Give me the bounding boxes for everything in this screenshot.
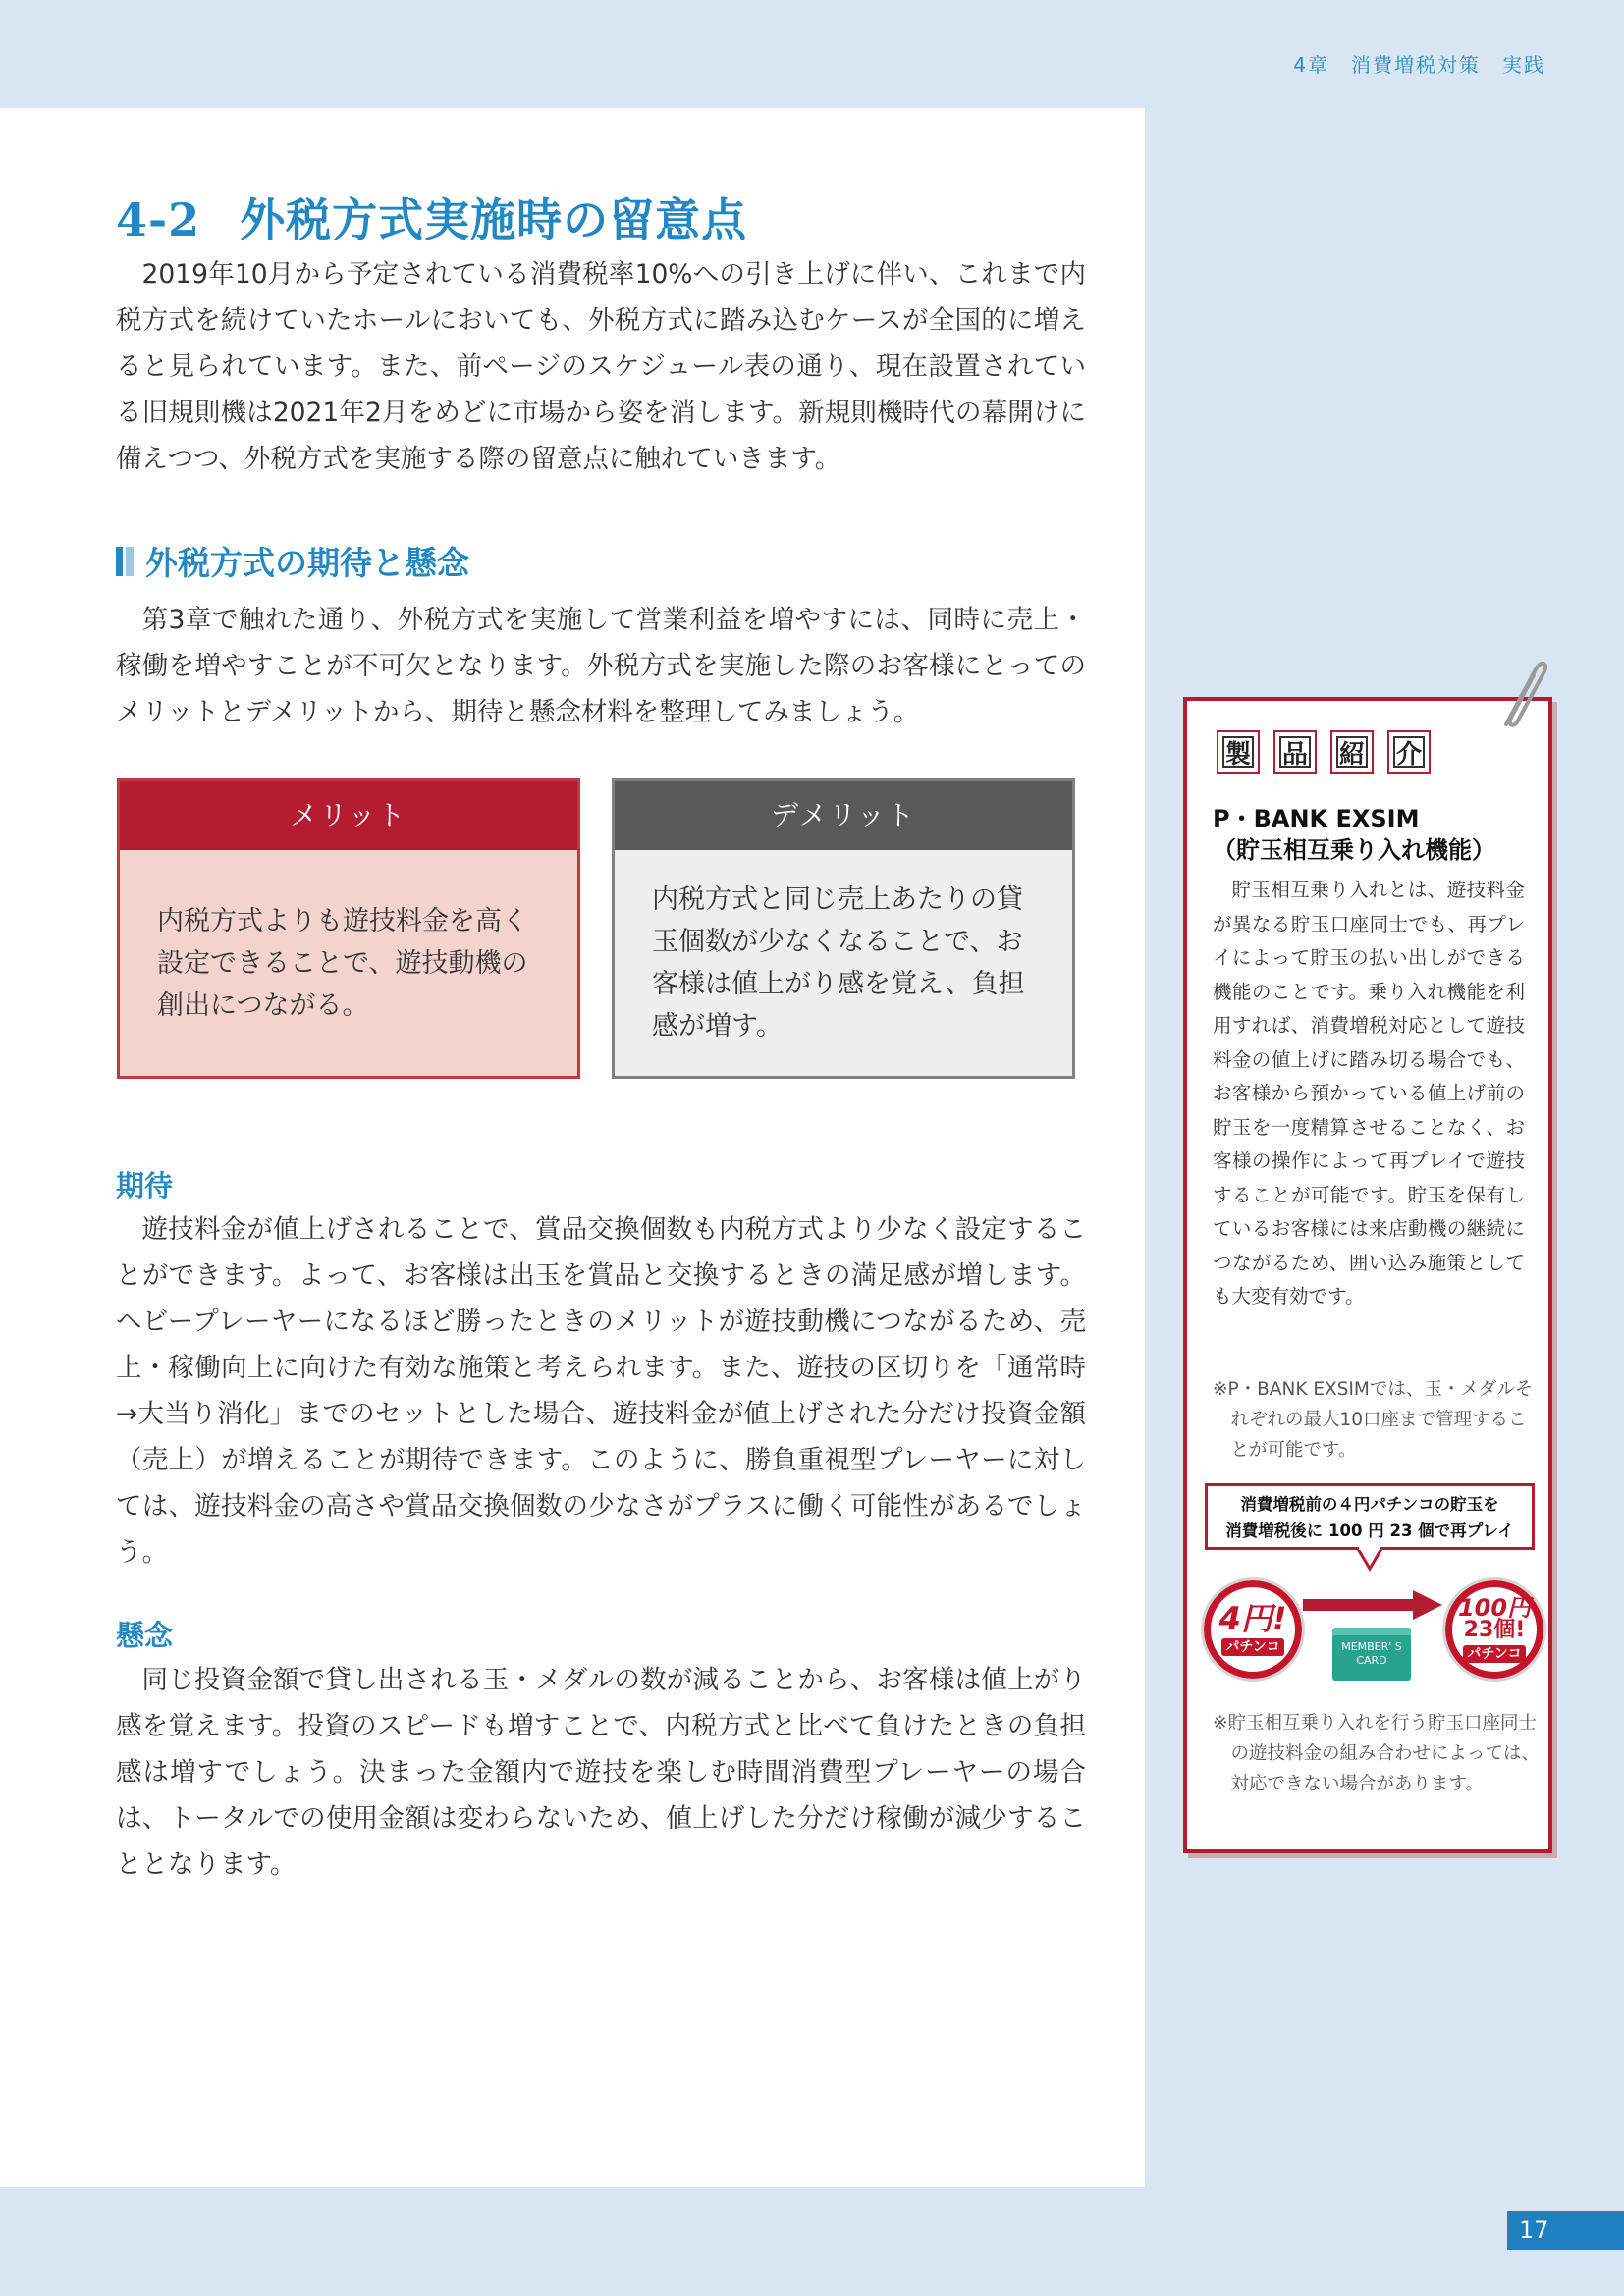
product-name-line2: （貯玉相互乗り入れ機能） <box>1213 836 1495 864</box>
expectation-paragraph: 遊技料金が値上げされることで、賞品交換個数も内税方式より少なく設定することができます。よって、お客様は出玉を賞品と交換するときの満足感が増します。ヘビープレーヤーになるほど勝ったときのメリットが遊技動機につながるため、売上・稼働向上に向けた有効な施策と考えられます。また、遊技の区切りを「通常時→大当り消化」までのセットとした場合、遊技料金が値上げされた分だけ投資金額（売上）が増えることが期待できます。このように、勝負重視型プレーヤーに対しては、遊技料金の高さや賞品交換個数の少なさがプラスに働く可能性があるでしょう。 <box>116 1214 1086 1568</box>
badge-right-label: パチンコ <box>1463 1645 1525 1663</box>
concern-paragraph: 同じ投資金額で貸し出される玉・メダルの数が減ることから、お客様は値上がり感を覚えます。投資のスピードも増すことで、内税方式と比べて負けたときの負担感は増すでしょう。決まった金額内で遊技を楽しむ時間消費型プレーヤーの場合は、トータルでの使用金額は変わらないため、値上げした分だけ稼働が減少することとなります。 <box>116 1665 1086 1880</box>
page-number: 17 <box>1507 2211 1624 2250</box>
replay-callout <box>1205 1483 1535 1550</box>
heading-marker-icon <box>116 547 134 576</box>
tag-char: 紹 <box>1330 730 1374 774</box>
paperclip-icon <box>1492 656 1551 734</box>
demerit-text: 内税方式と同じ売上あたりの貸玉個数が少なくなることで、お客様は値上がり感を覚え、負担感が増す。 <box>652 884 1025 1041</box>
card-line1: MEMBER' S <box>1341 1640 1402 1653</box>
product-name-line1: P・BANK EXSIM <box>1213 805 1420 832</box>
callout-line2: 消費増税後に 100 円 23 個で再プレイ <box>1225 1522 1514 1540</box>
product-name <box>1213 803 1495 866</box>
demerit-header: デメリット <box>615 781 1072 850</box>
product-note-2: ※貯玉相互乗り入れを行う貯玉口座同士の遊技料金の組み合わせによっては、対応できない場合があります。 <box>1213 1713 1541 1794</box>
intro-paragraph: 2019年10月から予定されている消費税率10%への引き上げに伴い、これまで内税方式を続けていたホールにおいても、外税方式に踏み込むケースが全国的に増えると見られています。また、前ページのスケジュール表の通り、現在設置されている旧規則機は2021年2月をめどに市場から姿を消します。新規則機時代の幕開けに備えつつ、外税方式を実施する際の留意点に触れていきます。 <box>116 259 1086 474</box>
badge-left-value: 4円! <box>1218 1600 1287 1637</box>
callout-tail-icon <box>1357 1547 1382 1573</box>
chapter-header: 4章 消費増税対策 実践 <box>1293 53 1545 77</box>
product-intro-box <box>1183 697 1552 1853</box>
merit-header: メリット <box>120 781 577 850</box>
members-card-icon <box>1332 1628 1411 1681</box>
subsection-title: 外税方式の期待と懸念 <box>145 544 469 582</box>
hundred-yen-pachinko-badge <box>1442 1577 1546 1682</box>
expectation-heading: 期待 <box>116 1169 174 1202</box>
product-note-1: ※P・BANK EXSIMでは、玉・メダルそれぞれの最大10口座まで管理することが可能です。 <box>1213 1379 1534 1461</box>
merit-box <box>117 778 580 1079</box>
tag-char: 品 <box>1273 730 1317 774</box>
merit-text: 内税方式よりも遊技料金を高く設定できることで、遊技動機の創出につながる。 <box>157 905 528 1021</box>
footer-band <box>0 2187 1624 2296</box>
badge-right-count: 23個! <box>1463 1618 1526 1642</box>
badge-left-label: パチンコ <box>1221 1638 1283 1656</box>
subsection-heading <box>116 538 469 584</box>
section-title-text: 外税方式実施時の留意点 <box>240 193 748 246</box>
section-number: 4-2 <box>116 193 201 246</box>
concern-heading: 懸念 <box>116 1619 174 1652</box>
callout-line1: 消費増税前の４円パチンコの貯玉を <box>1240 1495 1499 1514</box>
tag-char: 介 <box>1387 730 1431 774</box>
four-yen-pachinko-badge <box>1201 1577 1305 1682</box>
arrow-right-icon <box>1303 1590 1442 1620</box>
card-line2: CARD <box>1356 1654 1387 1667</box>
tag-char: 製 <box>1217 730 1260 774</box>
section-title <box>116 185 747 249</box>
product-description: 貯玉相互乗り入れとは、遊技料金が異なる貯玉口座同士でも、再プレイによって貯玉の払い出しができる機能のことです。乗り入れ機能を利用すれば、消費増税対応として遊技料金の値上げに踏み切る場合でも、お客様から預かっている値上げ前の貯玉を一度精算させることなく、お客様の操作によって再プレイで遊技することが可能です。貯玉を保有しているお客様には来店動機の継続につながるため、囲い込み施策としても大変有効です。 <box>1213 879 1525 1308</box>
product-intro-tags <box>1217 730 1431 774</box>
badge-right-value: 100円 <box>1457 1594 1532 1622</box>
subsection-paragraph: 第3章で触れた通り、外税方式を実施して営業利益を増やすには、同時に売上・稼働を増やすことが不可欠となります。外税方式を実施した際のお客様にとってのメリットとデメリットから、期待と懸念材料を整理してみましょう。 <box>116 605 1086 727</box>
demerit-box <box>612 778 1075 1079</box>
